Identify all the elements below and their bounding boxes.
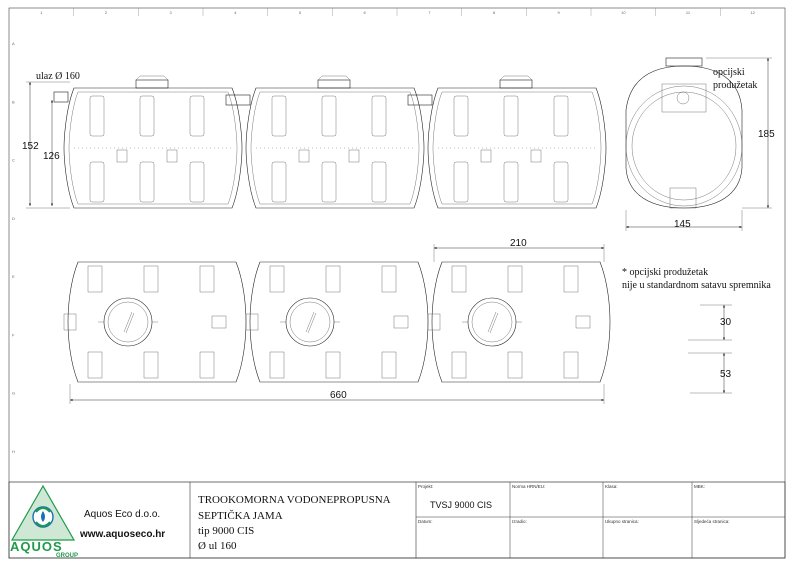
side-view-tank-1 (64, 76, 242, 208)
title-block (9, 482, 785, 559)
top-view-tank-2 (246, 262, 428, 382)
extension-dimensions (688, 305, 732, 393)
inlet-height-dimension: 126 (43, 151, 60, 162)
top-view-tank-3 (428, 262, 610, 382)
border-column-number: 3 (169, 10, 172, 15)
title-line1: TROOKOMORNA VODONEPROPUSNA (198, 494, 391, 506)
inlet-pipe (54, 92, 68, 102)
logo-group-text: GROUP (56, 553, 79, 559)
border-column-number: 8 (492, 10, 496, 15)
end-view-lid (666, 58, 702, 66)
title-line2: SEPTIČKA JAMA (198, 510, 283, 522)
company-name: Aquos Eco d.o.o. (84, 509, 161, 520)
border-column-number: 4 (234, 10, 237, 15)
compartment-dimension: 210 (510, 238, 527, 249)
total-length-dimension: 660 (330, 390, 347, 401)
top-view-tank-1 (64, 262, 246, 382)
border-column-number: 7 (428, 10, 431, 15)
border-column-number: 9 (557, 10, 560, 15)
note-line1: * opcijski produžetak (622, 267, 709, 278)
end-width-dimension: 145 (674, 219, 691, 230)
end-view (626, 58, 775, 231)
inlet-label: ulaz Ø 160 (36, 71, 80, 82)
extension-label-line2: produžetak (713, 80, 758, 91)
extension-dim-b: 53 (720, 369, 732, 380)
border-row-letter: B (12, 99, 15, 105)
border-grid-marks (12, 8, 756, 454)
end-height-dimension: 185 (758, 129, 775, 140)
border-row-letter: C (12, 157, 15, 163)
aquos-logo (10, 486, 78, 559)
total-height-dimension: 152 (22, 141, 39, 152)
note-line2: nije u standardnom satavu spremnika (622, 280, 771, 291)
izradio-label: Izradio: (512, 519, 527, 524)
title-line4: Ø ul 160 (198, 540, 237, 552)
border-row-letter: G (12, 390, 16, 396)
datum-label: Datum: (418, 519, 433, 524)
klasa-label: Klasa: (605, 484, 618, 489)
side-view (22, 71, 606, 208)
sljedeca-label: Sljedeća stranica: (694, 519, 730, 524)
border-column-number: 6 (363, 10, 366, 15)
projekt-value: TVSJ 9000 CIS (430, 500, 493, 510)
border-row-letter: F (12, 332, 15, 338)
border-column-number: 5 (298, 10, 302, 15)
projekt-label: Projekt: (418, 484, 434, 489)
extension-dim-a: 30 (720, 317, 732, 328)
border-row-letter: D (12, 215, 15, 221)
border-row-letter: H (12, 448, 15, 454)
border-column-number: 1 (40, 10, 43, 15)
company-website: www.aquoseco.hr (80, 529, 166, 540)
ukupno-label: Ukupno stranica: (605, 519, 639, 524)
border-row-letter: E (12, 274, 15, 280)
border-row-letter: A (12, 41, 15, 47)
side-view-tank-2 (246, 76, 424, 208)
norma-label: Norma HRN/EU: (512, 484, 546, 489)
extension-label-line1: opcijski (713, 67, 745, 78)
logo-wordmark: AQUOS (10, 539, 63, 554)
end-view-pipe (677, 92, 689, 104)
border-column-number: 10 (621, 10, 626, 15)
title-line3: tip 9000 CIS (198, 525, 255, 537)
side-view-tank-3 (428, 76, 606, 208)
border-column-number: 11 (685, 10, 691, 15)
border-column-number: 12 (750, 10, 755, 15)
mbk-label: MBK: (694, 484, 706, 489)
top-view (64, 238, 610, 404)
border-column-number: 2 (104, 10, 108, 15)
